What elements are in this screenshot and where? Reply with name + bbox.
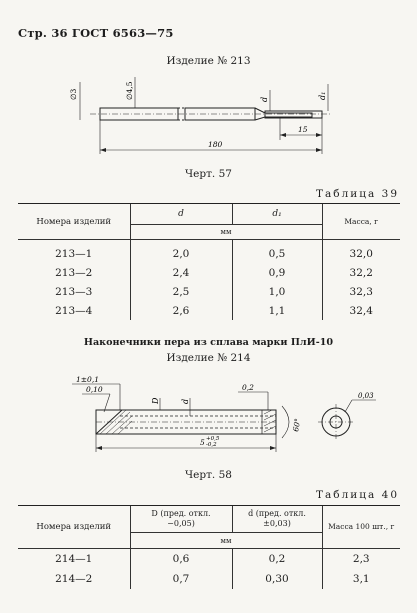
dim-D: D bbox=[151, 397, 160, 404]
figure-213-drawing bbox=[60, 72, 360, 164]
table-row: 214—1 0,6 0,2 2,3 bbox=[18, 549, 400, 570]
table-40 bbox=[18, 505, 400, 589]
dim-dd: d bbox=[181, 398, 190, 404]
col-header-D: D (пред. откл. −0,05) bbox=[130, 506, 232, 533]
col-header-mass: Масса 100 шт., г bbox=[322, 506, 400, 549]
figure-213-title: Изделие № 213 bbox=[166, 55, 251, 67]
col-header-name: Номера изделий bbox=[18, 506, 130, 549]
dim-len: 5 bbox=[200, 438, 205, 447]
table-39 bbox=[18, 203, 400, 320]
col-header-mass: Масса, г bbox=[322, 204, 400, 240]
col-header-unit: мм bbox=[130, 225, 322, 240]
dim-r1: 0,10 bbox=[86, 385, 103, 394]
table-row: 213—1 2,0 0,5 32,0 bbox=[18, 240, 400, 264]
figure-213-caption: Черт. 57 bbox=[185, 168, 232, 180]
table-39-label: Таблица 39 bbox=[316, 188, 399, 200]
table-row: 213—3 2,5 1,0 32,3 bbox=[18, 282, 400, 301]
page-header: Стр. 36 ГОСТ 6563—75 bbox=[18, 26, 174, 40]
figure-214-caption: Черт. 58 bbox=[185, 469, 232, 481]
table-row: 214—2 0,7 0,30 3,1 bbox=[18, 569, 400, 589]
table-row: 213—2 2,4 0,9 32,2 bbox=[18, 263, 400, 282]
dim-d1: d₁ bbox=[318, 91, 327, 100]
dim-d3: ∅3 bbox=[69, 88, 78, 100]
col-header-d: d (пред. откл. ±0,03) bbox=[232, 506, 322, 533]
col-header-d: d bbox=[130, 204, 232, 225]
dim-r2: 0,2 bbox=[242, 383, 254, 392]
dim-len15: 15 bbox=[298, 125, 308, 134]
section-heading: Наконечники пера из сплава марки ПлИ-10 bbox=[83, 337, 334, 348]
dim-d: d bbox=[260, 96, 269, 102]
col-header-name: Номера изделий bbox=[18, 204, 130, 240]
dim-len180: 180 bbox=[208, 140, 223, 149]
figure-214-title: Изделие № 214 bbox=[166, 352, 251, 364]
dim-len-tol-dn: -0,2 bbox=[206, 442, 217, 448]
dim-circ: 0,03 bbox=[358, 392, 374, 400]
col-header-unit: мм bbox=[130, 533, 322, 549]
table-40-label: Таблица 40 bbox=[316, 489, 399, 501]
dim-len-tol-up: +0,5 bbox=[206, 436, 220, 442]
dim-d45: ∅4,5 bbox=[125, 81, 134, 100]
figure-214-drawing bbox=[60, 370, 380, 466]
table-row: 213—4 2,6 1,1 32,4 bbox=[18, 301, 400, 320]
dim-tol1: 1±0,1 bbox=[76, 375, 99, 384]
dim-angle: 60° bbox=[291, 417, 303, 433]
col-header-d1: d₁ bbox=[232, 204, 322, 225]
